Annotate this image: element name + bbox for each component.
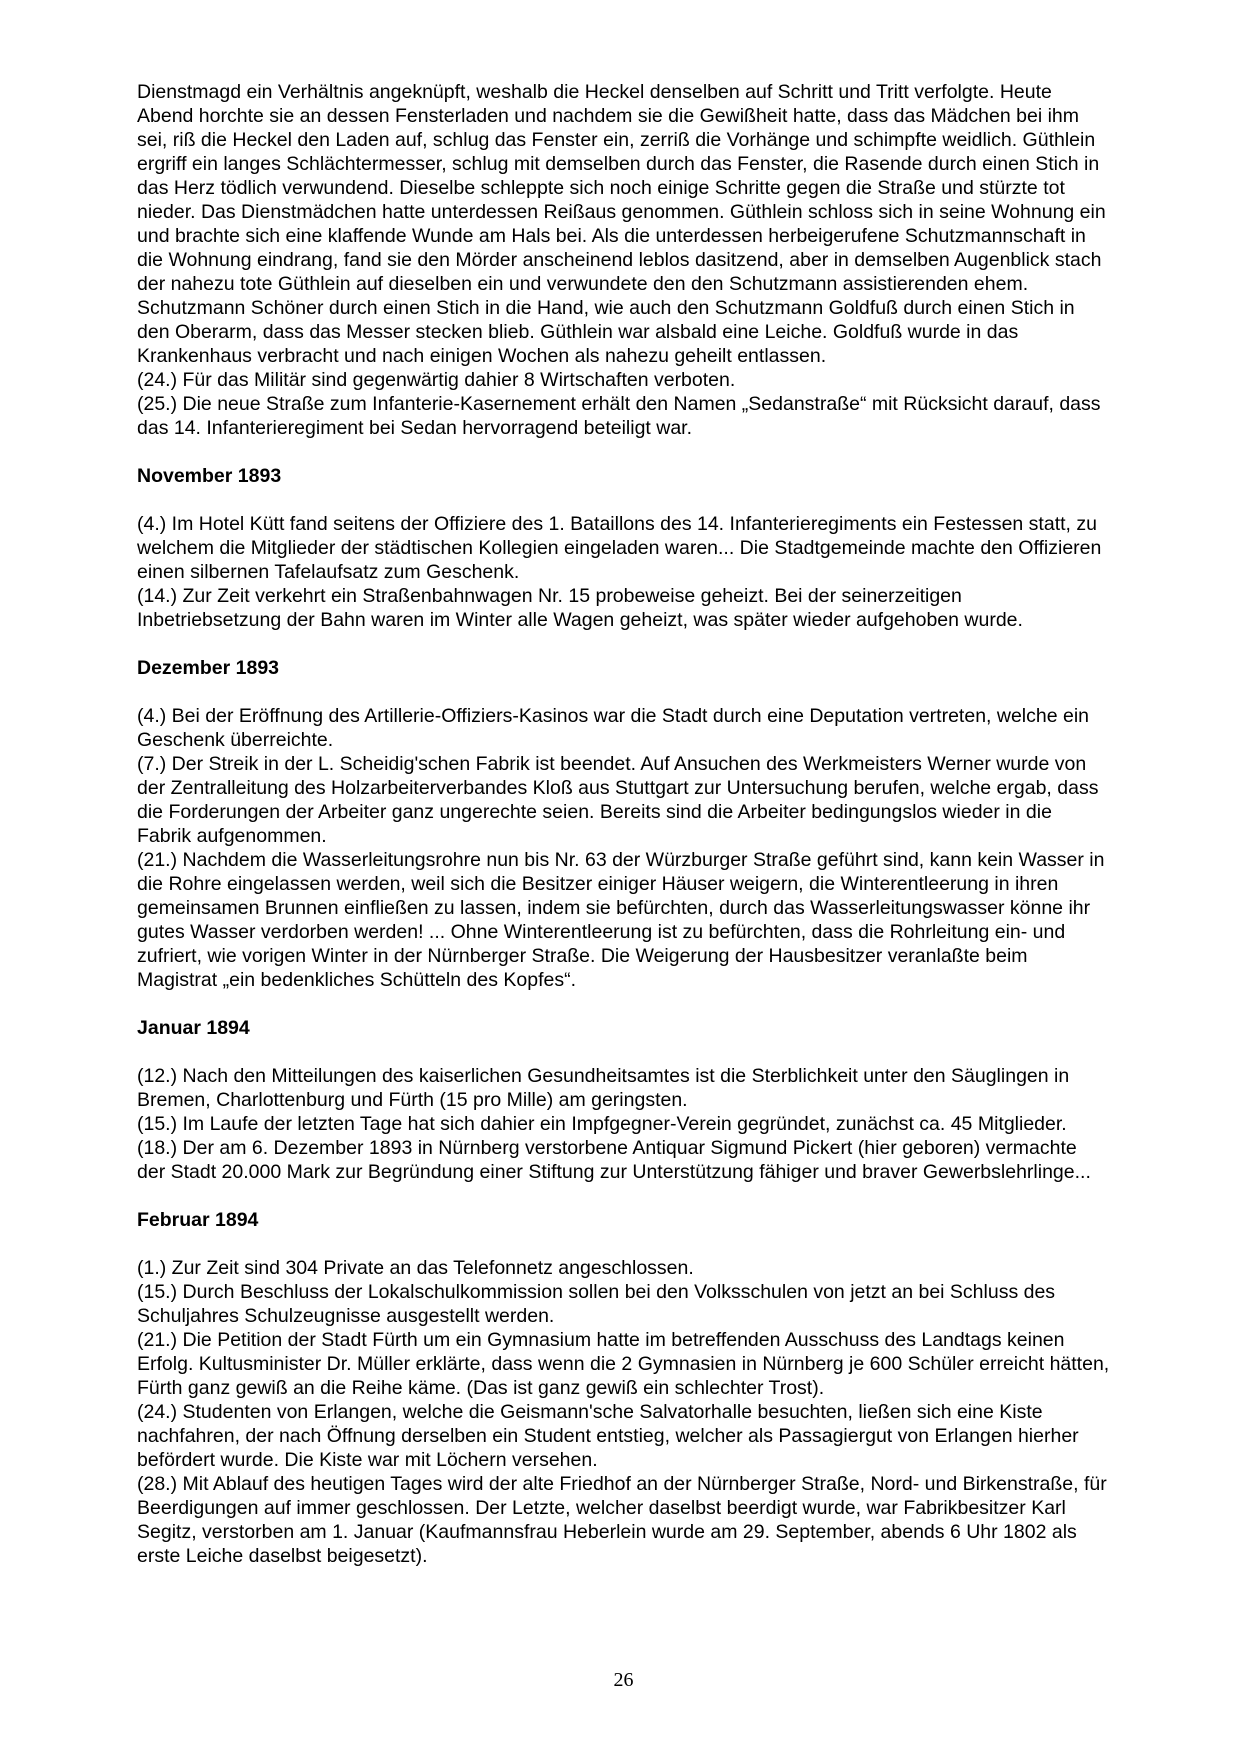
page-number: 26 (613, 1669, 634, 1691)
chronicle-entry: (4.) Bei der Eröffnung des Artillerie-Offiziers-Kasinos war die Stadt durch eine Deputation vertreten, welche ein Geschenk überreichte. (137, 705, 1090, 751)
chronicle-entry: (7.) Der Streik in der L. Scheidig'schen Fabrik ist beendet. Auf Ansuchen des Werkmeisters Werner wurde von der Zentralleitung des Holzarbeiterverbandes Kloß aus Stuttgart zur Untersuchung berufen, welche ergab, dass die Forderungen der Arbeiter ganz ungerechte seien. Bereits sind die Arbeiter bedingungslos wieder in die Fabrik aufgenommen. (137, 753, 1099, 847)
chronicle-entry: (28.) Mit Ablauf des heutigen Tages wird der alte Friedhof an der Nürnberger Straße, Nord- und Birkenstraße, für Beerdigungen auf immer geschlossen. Der Letzte, welcher daselbst beerdigt wurde, war Fabrikbesitzer Karl Segitz, verstorben am 1. Januar (Kaufmannsfrau Heberlein wurde am 29. September, abends 6 Uhr 1802 als erste Leiche daselbst beigesetzt). (137, 1473, 1107, 1567)
chronicle-entry: (18.) Der am 6. Dezember 1893 in Nürnberg verstorbene Antiquar Sigmund Pickert (hier geboren) vermachte der Stadt 20.000 Mark zur Begründung einer Stiftung zur Unterstützung fähiger und braver Gewerbslehrlinge... (137, 1137, 1091, 1183)
section-heading-november-1893: November 1893 (137, 465, 282, 487)
section-januar-1894 (137, 1016, 1110, 1184)
chronicle-entry: (12.) Nach den Mitteilungen des kaiserlichen Gesundheitsamtes ist die Sterblichkeit unter den Säuglingen in Bremen, Charlottenburg und Fürth (15 pro Mille) am geringsten. (137, 1065, 1070, 1111)
chronicle-entry: (25.) Die neue Straße zum Infanterie-Kasernement erhält den Namen „Sedanstraße“ mit Rücksicht darauf, dass das 14. Infanterieregiment bei Sedan hervorragend beteiligt war. (137, 393, 1101, 439)
section-continuation (137, 80, 1110, 440)
chronicle-entry: (21.) Nachdem die Wasserleitungsrohre nun bis Nr. 63 der Würzburger Straße geführt sind, kann kein Wasser in die Rohre eingelassen werden, weil sich die Besitzer einiger Häuser weigern, die Winterentleerung in ihren gemeinsamen Brunnen einfließen zu lassen, indem sie befürchten, durch das Wasserleitungswasser könne ihr gutes Wasser verdorben werden! ... Ohne Winterentleerung ist zu befürchten, dass die Rohrleitung ein- und zufriert, wie vorigen Winter in der Nürnberger Straße. Die Weigerung der Hausbesitzer veranlaßte beim Magistrat „ein bedenkliches Schütteln des Kopfes“. (137, 849, 1105, 991)
section-heading-januar-1894: Januar 1894 (137, 1017, 250, 1039)
chronicle-entry: (24.) Für das Militär sind gegenwärtig dahier 8 Wirtschaften verboten. (137, 369, 736, 391)
section-februar-1894 (137, 1208, 1110, 1568)
chronicle-entry: (15.) Durch Beschluss der Lokalschulkommission sollen bei den Volksschulen von jetzt an bei Schluss des Schuljahres Schulzeugnisse ausgestellt werden. (137, 1281, 1056, 1327)
chronicle-entry: (4.) Im Hotel Kütt fand seitens der Offiziere des 1. Bataillons des 14. Infanterieregiments ein Festessen statt, zu welchem die Mitglieder der städtischen Kollegien eingeladen waren... Die Stadtgemeinde machte den Offizieren einen silbernen Tafelaufsatz zum Geschenk. (137, 513, 1102, 583)
chronicle-entry: (24.) Studenten von Erlangen, welche die Geismann'sche Salvatorhalle besuchten, ließen sich eine Kiste nachfahren, der nach Öffnung derselben ein Student entstieg, welcher als Passagiergut von Erlangen hierher befördert wurde. Die Kiste war mit Löchern versehen. (137, 1401, 1079, 1471)
continuation-paragraph: Dienstmagd ein Verhältnis angeknüpft, weshalb die Heckel denselben auf Schritt und Tritt verfolgte. Heute Abend horchte sie an dessen Fensterladen und nachdem sie die Gewißheit hatte, dass das Mädchen bei ihm sei, riß die Heckel den Laden auf, schlug das Fenster ein, zerriß die Vorhänge und schimpfte weidlich. Güthlein ergriff ein langes Schlächtermesser, schlug mit demselben durch das Fenster, die Rasende durch einen Stich in das Herz tödlich verwundend. Dieselbe schleppte sich noch einige Schritte gegen die Straße und stürzte tot nieder. Das Dienstmädchen hatte unterdessen Reißaus genommen. Güthlein schloss sich in seine Wohnung ein und brachte sich eine klaffende Wunde am Hals bei. Als die unterdessen herbeigerufene Schutzmannschaft in die Wohnung eindrang, fand sie den Mörder anscheinend leblos dasitzend, aber in demselben Augenblick stach der nahezu tote Güthlein auf dieselben ein und verwundete den den Schutzmann assistierenden ehem. Schutzmann Schöner durch einen Stich in die Hand, wie auch den Schutzmann Goldfuß durch einen Stich in den Oberarm, dass das Messer stecken blieb. Güthlein war alsbald eine Leiche. Goldfuß wurde in das Krankenhaus verbracht und nach einigen Wochen als nahezu geheilt entlassen. (137, 81, 1106, 367)
section-heading-dezember-1893: Dezember 1893 (137, 657, 280, 679)
section-dezember-1893 (137, 656, 1110, 992)
section-november-1893 (137, 464, 1110, 632)
section-heading-februar-1894: Februar 1894 (137, 1209, 259, 1231)
chronicle-entry: (14.) Zur Zeit verkehrt ein Straßenbahnwagen Nr. 15 probeweise geheizt. Bei der seinerzeitigen Inbetriebsetzung der Bahn waren im Winter alle Wagen geheizt, was später wieder aufgehoben wurde. (137, 585, 1023, 631)
chronicle-entry: (15.) Im Laufe der letzten Tage hat sich dahier ein Impfgegner-Verein gegründet, zunächst ca. 45 Mitglieder. (137, 1113, 1067, 1135)
chronicle-entry: (1.) Zur Zeit sind 304 Private an das Telefonnetz angeschlossen. (137, 1257, 694, 1279)
chronicle-text (137, 80, 1110, 1568)
chronicle-entry: (21.) Die Petition der Stadt Fürth um ein Gymnasium hatte im betreffenden Ausschuss des Landtags keinen Erfolg. Kultusminister Dr. Müller erklärte, dass wenn die 2 Gymnasien in Nürnberg je 600 Schüler erreicht hätten, Fürth ganz gewiß an die Reihe käme. (Das ist ganz gewiß ein schlechter Trost). (137, 1329, 1110, 1399)
